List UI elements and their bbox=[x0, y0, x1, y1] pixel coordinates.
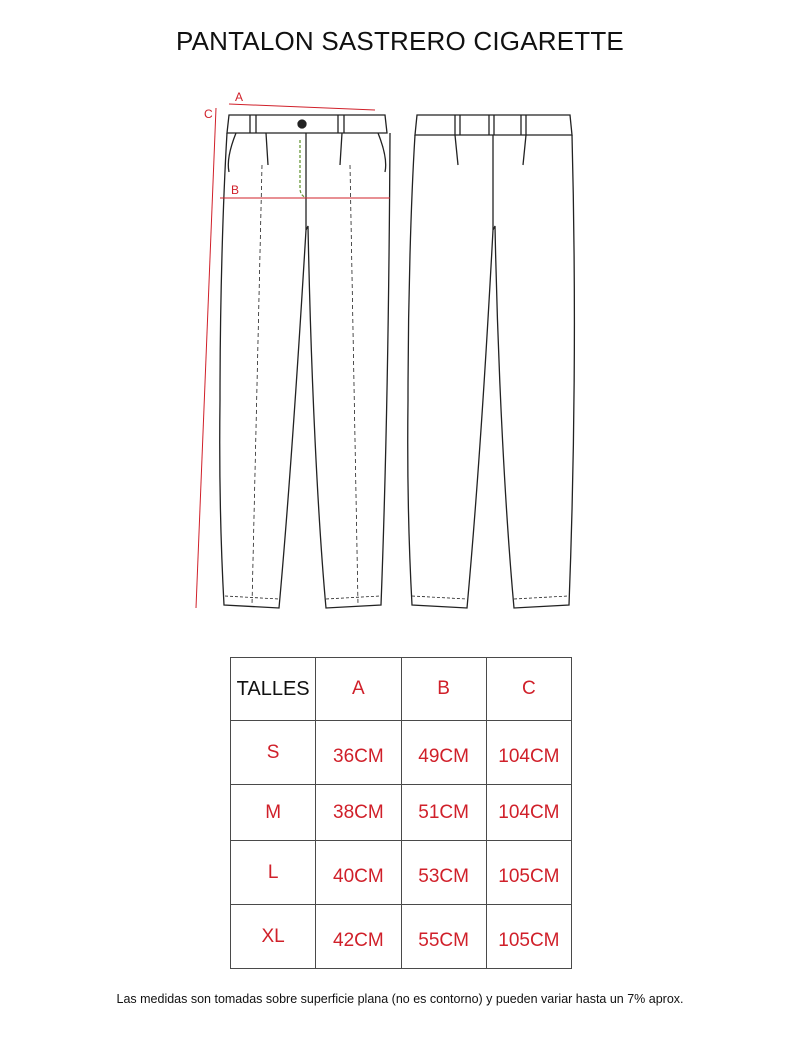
measure-label-a: A bbox=[235, 90, 244, 104]
measure-line-c bbox=[196, 108, 216, 608]
measurement-footnote: Las medidas son tomadas sobre superficie plana (no es contorno) y pueden variar hasta un 7% aprox. bbox=[116, 992, 684, 1006]
value-cell-a: 36CM bbox=[316, 721, 401, 785]
pants-front-view bbox=[220, 115, 390, 608]
size-cell: XL bbox=[231, 905, 316, 969]
value-cell-b: 51CM bbox=[401, 785, 486, 841]
table-row bbox=[231, 905, 572, 969]
table-header-talles: TALLES bbox=[231, 658, 316, 721]
value-cell-c: 105CM bbox=[486, 905, 571, 969]
size-cell: M bbox=[231, 785, 316, 841]
size-table bbox=[230, 657, 572, 969]
table-row bbox=[231, 785, 572, 841]
measure-label-b: B bbox=[231, 183, 240, 197]
value-cell-c: 104CM bbox=[486, 785, 571, 841]
measure-line-a bbox=[229, 104, 375, 110]
value-cell-a: 38CM bbox=[316, 785, 401, 841]
table-row bbox=[231, 721, 572, 785]
value-cell-b: 55CM bbox=[401, 905, 486, 969]
table-header-c: C bbox=[486, 658, 571, 721]
value-cell-a: 42CM bbox=[316, 905, 401, 969]
table-header-b: B bbox=[401, 658, 486, 721]
pants-back-view bbox=[408, 115, 575, 608]
value-cell-b: 53CM bbox=[401, 841, 486, 905]
value-cell-a: 40CM bbox=[316, 841, 401, 905]
table-row bbox=[231, 841, 572, 905]
value-cell-c: 105CM bbox=[486, 841, 571, 905]
page-title: PANTALON SASTRERO CIGARETTE bbox=[176, 26, 624, 56]
value-cell-c: 104CM bbox=[486, 721, 571, 785]
table-header-a: A bbox=[316, 658, 401, 721]
measure-label-c: C bbox=[204, 107, 213, 121]
size-cell: S bbox=[231, 721, 316, 785]
table-header-row bbox=[231, 658, 572, 721]
size-cell: L bbox=[231, 841, 316, 905]
value-cell-b: 49CM bbox=[401, 721, 486, 785]
